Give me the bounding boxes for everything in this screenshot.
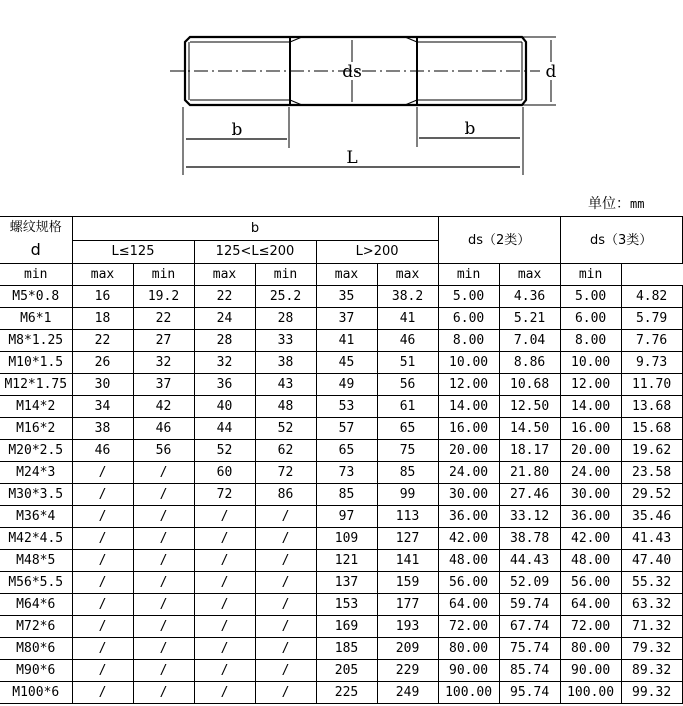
cell-ds3-max: 24.00: [560, 462, 621, 484]
header-sub: min: [255, 264, 316, 286]
header-sub: max: [72, 264, 133, 286]
cell-b-125-200-min: /: [194, 638, 255, 660]
cell-ds3-min: 5.79: [621, 308, 682, 330]
cell-b-125-200-max: /: [255, 594, 316, 616]
cell-thread-size: M100*6: [0, 682, 72, 704]
cell-b-gt200-min: 121: [316, 550, 377, 572]
header-sub: max: [377, 264, 438, 286]
cell-ds2-min: 85.74: [499, 660, 560, 682]
cell-ds3-max: 100.00: [560, 682, 621, 704]
cell-b-le125-max: /: [133, 506, 194, 528]
cell-b-le125-min: /: [72, 660, 133, 682]
cell-b-le125-min: /: [72, 638, 133, 660]
cell-ds3-min: 71.32: [621, 616, 682, 638]
cell-b-125-200-max: 33: [255, 330, 316, 352]
cell-thread-size: M30*3.5: [0, 484, 72, 506]
cell-b-gt200-max: 127: [377, 528, 438, 550]
cell-b-125-200-max: /: [255, 660, 316, 682]
cell-b-le125-max: 46: [133, 418, 194, 440]
b-right-label: b: [464, 119, 476, 139]
cell-thread-size: M14*2: [0, 396, 72, 418]
cell-ds2-min: 21.80: [499, 462, 560, 484]
cell-ds2-min: 18.17: [499, 440, 560, 462]
cell-b-le125-min: 46: [72, 440, 133, 462]
cell-b-125-200-min: 32: [194, 352, 255, 374]
cell-ds3-min: 63.32: [621, 594, 682, 616]
cell-b-125-200-max: /: [255, 506, 316, 528]
cell-ds2-max: 64.00: [438, 594, 499, 616]
table-row: [0, 484, 682, 506]
cell-thread-size: M48*5: [0, 550, 72, 572]
table-row: [0, 308, 682, 330]
cell-b-gt200-max: 141: [377, 550, 438, 572]
cell-ds2-max: 48.00: [438, 550, 499, 572]
cell-b-le125-max: /: [133, 682, 194, 704]
cell-b-125-200-min: /: [194, 506, 255, 528]
cell-b-gt200-min: 35: [316, 286, 377, 308]
cell-ds2-max: 10.00: [438, 352, 499, 374]
cell-b-gt200-max: 193: [377, 616, 438, 638]
header-b-range-3: L>200: [316, 240, 438, 264]
cell-ds3-max: 12.00: [560, 374, 621, 396]
cell-thread-size: M12*1.75: [0, 374, 72, 396]
cell-ds3-max: 90.00: [560, 660, 621, 682]
cell-ds2-min: 59.74: [499, 594, 560, 616]
cell-ds2-max: 42.00: [438, 528, 499, 550]
table-row: [0, 418, 682, 440]
cell-ds3-min: 47.40: [621, 550, 682, 572]
header-ds-class3: ds（3类）: [560, 217, 682, 264]
cell-b-gt200-max: 99: [377, 484, 438, 506]
cell-ds3-min: 15.68: [621, 418, 682, 440]
cell-b-gt200-max: 51: [377, 352, 438, 374]
cell-b-gt200-min: 137: [316, 572, 377, 594]
cell-b-gt200-max: 75: [377, 440, 438, 462]
cell-b-125-200-min: 22: [194, 286, 255, 308]
cell-ds3-max: 14.00: [560, 396, 621, 418]
cell-b-le125-min: /: [72, 594, 133, 616]
cell-thread-size: M10*1.5: [0, 352, 72, 374]
table-row: [0, 352, 682, 374]
cell-ds2-min: 27.46: [499, 484, 560, 506]
cell-ds3-max: 20.00: [560, 440, 621, 462]
cell-ds3-min: 9.73: [621, 352, 682, 374]
cell-ds3-max: 64.00: [560, 594, 621, 616]
cell-thread-size: M90*6: [0, 660, 72, 682]
cell-b-125-200-max: /: [255, 682, 316, 704]
cell-ds3-min: 23.58: [621, 462, 682, 484]
cell-ds3-min: 7.76: [621, 330, 682, 352]
table-body: [0, 286, 682, 704]
b-left-label: b: [231, 120, 243, 140]
cell-b-gt200-max: 249: [377, 682, 438, 704]
cell-ds2-min: 33.12: [499, 506, 560, 528]
cell-b-le125-max: 32: [133, 352, 194, 374]
table-row: [0, 440, 682, 462]
table-row: [0, 616, 682, 638]
cell-b-gt200-min: 169: [316, 616, 377, 638]
cell-b-le125-min: /: [72, 616, 133, 638]
cell-thread-size: M6*1: [0, 308, 72, 330]
cell-ds2-max: 36.00: [438, 506, 499, 528]
table-row: [0, 682, 682, 704]
cell-b-125-200-min: /: [194, 550, 255, 572]
cell-b-125-200-min: /: [194, 660, 255, 682]
cell-b-le125-min: 30: [72, 374, 133, 396]
cell-ds2-min: 4.36: [499, 286, 560, 308]
cell-b-gt200-max: 61: [377, 396, 438, 418]
cell-b-125-200-min: 36: [194, 374, 255, 396]
cell-b-125-200-min: /: [194, 682, 255, 704]
cell-ds3-min: 99.32: [621, 682, 682, 704]
cell-b-125-200-min: 60: [194, 462, 255, 484]
cell-thread-size: M5*0.8: [0, 286, 72, 308]
cell-b-gt200-max: 113: [377, 506, 438, 528]
cell-b-gt200-max: 177: [377, 594, 438, 616]
table-row: [0, 330, 682, 352]
ds-label: ds: [342, 62, 362, 82]
cell-b-le125-min: /: [72, 506, 133, 528]
cell-b-le125-min: /: [72, 550, 133, 572]
cell-b-125-200-max: /: [255, 616, 316, 638]
header-sub: max: [499, 264, 560, 286]
cell-b-125-200-max: 43: [255, 374, 316, 396]
cell-b-125-200-min: 40: [194, 396, 255, 418]
d-label: d: [545, 62, 557, 82]
header-b-range-1: L≤125: [72, 240, 194, 264]
cell-b-125-200-min: /: [194, 528, 255, 550]
cell-b-gt200-min: 109: [316, 528, 377, 550]
cell-thread-size: M56*5.5: [0, 572, 72, 594]
cell-ds3-min: 55.32: [621, 572, 682, 594]
cell-b-125-200-max: /: [255, 550, 316, 572]
cell-ds3-min: 11.70: [621, 374, 682, 396]
cell-ds2-max: 6.00: [438, 308, 499, 330]
cell-b-gt200-min: 225: [316, 682, 377, 704]
cell-ds2-max: 5.00: [438, 286, 499, 308]
cell-ds2-max: 12.00: [438, 374, 499, 396]
cell-b-le125-min: /: [72, 528, 133, 550]
cell-b-125-200-max: 62: [255, 440, 316, 462]
cell-ds3-max: 8.00: [560, 330, 621, 352]
cell-b-le125-max: 42: [133, 396, 194, 418]
cell-b-le125-max: 56: [133, 440, 194, 462]
header-b-range-2: 125<L≤200: [194, 240, 316, 264]
table-row: [0, 396, 682, 418]
cell-b-gt200-max: 38.2: [377, 286, 438, 308]
cell-ds2-max: 90.00: [438, 660, 499, 682]
cell-b-125-200-max: /: [255, 528, 316, 550]
cell-thread-size: M24*3: [0, 462, 72, 484]
cell-ds2-min: 10.68: [499, 374, 560, 396]
cell-ds3-max: 48.00: [560, 550, 621, 572]
cell-b-le125-min: 26: [72, 352, 133, 374]
cell-b-gt200-min: 49: [316, 374, 377, 396]
cell-b-le125-min: 22: [72, 330, 133, 352]
cell-ds3-min: 89.32: [621, 660, 682, 682]
cell-ds2-max: 16.00: [438, 418, 499, 440]
cell-b-125-200-max: 72: [255, 462, 316, 484]
cell-ds2-min: 7.04: [499, 330, 560, 352]
cell-b-125-200-max: 52: [255, 418, 316, 440]
cell-ds3-min: 35.46: [621, 506, 682, 528]
cell-b-gt200-min: 205: [316, 660, 377, 682]
table-row: [0, 660, 682, 682]
cell-b-gt200-max: 159: [377, 572, 438, 594]
header-sub: max: [194, 264, 255, 286]
cell-ds2-max: 72.00: [438, 616, 499, 638]
cell-ds2-max: 100.00: [438, 682, 499, 704]
cell-b-gt200-min: 97: [316, 506, 377, 528]
cell-ds3-max: 42.00: [560, 528, 621, 550]
cell-b-gt200-min: 65: [316, 440, 377, 462]
cell-b-le125-max: 37: [133, 374, 194, 396]
cell-b-gt200-min: 37: [316, 308, 377, 330]
cell-b-gt200-min: 185: [316, 638, 377, 660]
header-thread-spec: 螺纹规格 d: [0, 217, 72, 264]
table-row: [0, 506, 682, 528]
cell-b-le125-min: /: [72, 572, 133, 594]
cell-b-gt200-max: 41: [377, 308, 438, 330]
cell-b-le125-max: /: [133, 660, 194, 682]
cell-ds3-max: 80.00: [560, 638, 621, 660]
cell-b-gt200-max: 65: [377, 418, 438, 440]
cell-b-gt200-min: 53: [316, 396, 377, 418]
table-row: [0, 286, 682, 308]
cell-ds3-min: 41.43: [621, 528, 682, 550]
unit-value: mm: [630, 197, 645, 211]
cell-b-le125-max: /: [133, 528, 194, 550]
cell-b-gt200-max: 85: [377, 462, 438, 484]
unit-label: 单位：: [588, 196, 630, 212]
header-b: b: [72, 217, 438, 241]
cell-ds3-max: 56.00: [560, 572, 621, 594]
cell-b-125-200-min: /: [194, 616, 255, 638]
cell-ds3-max: 72.00: [560, 616, 621, 638]
cell-ds3-min: 79.32: [621, 638, 682, 660]
cell-b-gt200-max: 46: [377, 330, 438, 352]
cell-ds2-min: 12.50: [499, 396, 560, 418]
cell-ds2-max: 80.00: [438, 638, 499, 660]
cell-b-gt200-max: 209: [377, 638, 438, 660]
header-subcolumns: [0, 264, 682, 286]
cell-b-125-200-max: 86: [255, 484, 316, 506]
table-row: [0, 528, 682, 550]
cell-ds2-max: 8.00: [438, 330, 499, 352]
table-row: [0, 550, 682, 572]
cell-b-125-200-min: 28: [194, 330, 255, 352]
cell-b-le125-max: /: [133, 594, 194, 616]
cell-b-le125-max: /: [133, 462, 194, 484]
cell-ds3-max: 30.00: [560, 484, 621, 506]
cell-b-le125-min: 18: [72, 308, 133, 330]
cell-b-le125-min: 16: [72, 286, 133, 308]
cell-b-gt200-max: 56: [377, 374, 438, 396]
cell-ds2-min: 52.09: [499, 572, 560, 594]
header-ds-class2: ds（2类）: [438, 217, 560, 264]
cell-b-le125-max: /: [133, 572, 194, 594]
header-sub: min: [438, 264, 499, 286]
cell-b-125-200-min: 72: [194, 484, 255, 506]
cell-b-gt200-min: 45: [316, 352, 377, 374]
cell-ds2-max: 20.00: [438, 440, 499, 462]
cell-thread-size: M42*4.5: [0, 528, 72, 550]
cell-ds2-min: 44.43: [499, 550, 560, 572]
cell-ds2-min: 5.21: [499, 308, 560, 330]
table-row: [0, 594, 682, 616]
cell-ds3-min: 4.82: [621, 286, 682, 308]
cell-b-le125-max: 19.2: [133, 286, 194, 308]
header-sub: max: [316, 264, 377, 286]
cell-b-le125-max: /: [133, 638, 194, 660]
header-sub: min: [0, 264, 72, 286]
cell-b-le125-min: /: [72, 682, 133, 704]
cell-b-125-200-max: 48: [255, 396, 316, 418]
cell-ds2-min: 38.78: [499, 528, 560, 550]
cell-ds3-min: 29.52: [621, 484, 682, 506]
cell-b-gt200-min: 153: [316, 594, 377, 616]
cell-b-le125-min: /: [72, 462, 133, 484]
header-sub: min: [133, 264, 194, 286]
cell-b-125-200-max: /: [255, 638, 316, 660]
table-row: [0, 374, 682, 396]
cell-ds3-max: 16.00: [560, 418, 621, 440]
cell-b-125-200-max: 38: [255, 352, 316, 374]
cell-ds2-max: 56.00: [438, 572, 499, 594]
cell-ds3-max: 5.00: [560, 286, 621, 308]
cell-ds2-min: 95.74: [499, 682, 560, 704]
stud-dimension-table: [0, 216, 683, 704]
cell-b-le125-min: /: [72, 484, 133, 506]
cell-ds3-max: 6.00: [560, 308, 621, 330]
cell-b-gt200-min: 85: [316, 484, 377, 506]
unit-note: [588, 193, 644, 213]
cell-ds3-max: 36.00: [560, 506, 621, 528]
cell-ds3-min: 19.62: [621, 440, 682, 462]
cell-b-gt200-min: 41: [316, 330, 377, 352]
cell-b-le125-max: 22: [133, 308, 194, 330]
cell-b-le125-max: /: [133, 616, 194, 638]
cell-b-le125-max: 27: [133, 330, 194, 352]
cell-ds2-min: 8.86: [499, 352, 560, 374]
cell-ds2-min: 75.74: [499, 638, 560, 660]
cell-b-le125-min: 34: [72, 396, 133, 418]
cell-ds2-min: 67.74: [499, 616, 560, 638]
cell-b-125-200-min: /: [194, 572, 255, 594]
cell-thread-size: M36*4: [0, 506, 72, 528]
cell-thread-size: M64*6: [0, 594, 72, 616]
cell-thread-size: M16*2: [0, 418, 72, 440]
cell-b-125-200-min: 24: [194, 308, 255, 330]
cell-b-125-200-max: 28: [255, 308, 316, 330]
cell-ds2-max: 14.00: [438, 396, 499, 418]
table-row: [0, 462, 682, 484]
stud-bolt-drawing: [0, 0, 683, 190]
cell-b-125-200-max: /: [255, 572, 316, 594]
cell-b-le125-max: /: [133, 484, 194, 506]
cell-b-gt200-max: 229: [377, 660, 438, 682]
cell-ds3-max: 10.00: [560, 352, 621, 374]
cell-ds2-min: 14.50: [499, 418, 560, 440]
table-row: [0, 572, 682, 594]
L-label: L: [346, 148, 358, 168]
table-row: [0, 638, 682, 660]
cell-ds2-max: 30.00: [438, 484, 499, 506]
cell-thread-size: M20*2.5: [0, 440, 72, 462]
header-sub: min: [560, 264, 621, 286]
cell-ds3-min: 13.68: [621, 396, 682, 418]
cell-b-le125-min: 38: [72, 418, 133, 440]
cell-b-125-200-min: 52: [194, 440, 255, 462]
cell-b-125-200-max: 25.2: [255, 286, 316, 308]
cell-thread-size: M80*6: [0, 638, 72, 660]
cell-b-125-200-min: /: [194, 594, 255, 616]
cell-b-le125-max: /: [133, 550, 194, 572]
cell-thread-size: M72*6: [0, 616, 72, 638]
cell-thread-size: M8*1.25: [0, 330, 72, 352]
cell-ds2-max: 24.00: [438, 462, 499, 484]
cell-b-125-200-min: 44: [194, 418, 255, 440]
cell-b-gt200-min: 73: [316, 462, 377, 484]
cell-b-gt200-min: 57: [316, 418, 377, 440]
